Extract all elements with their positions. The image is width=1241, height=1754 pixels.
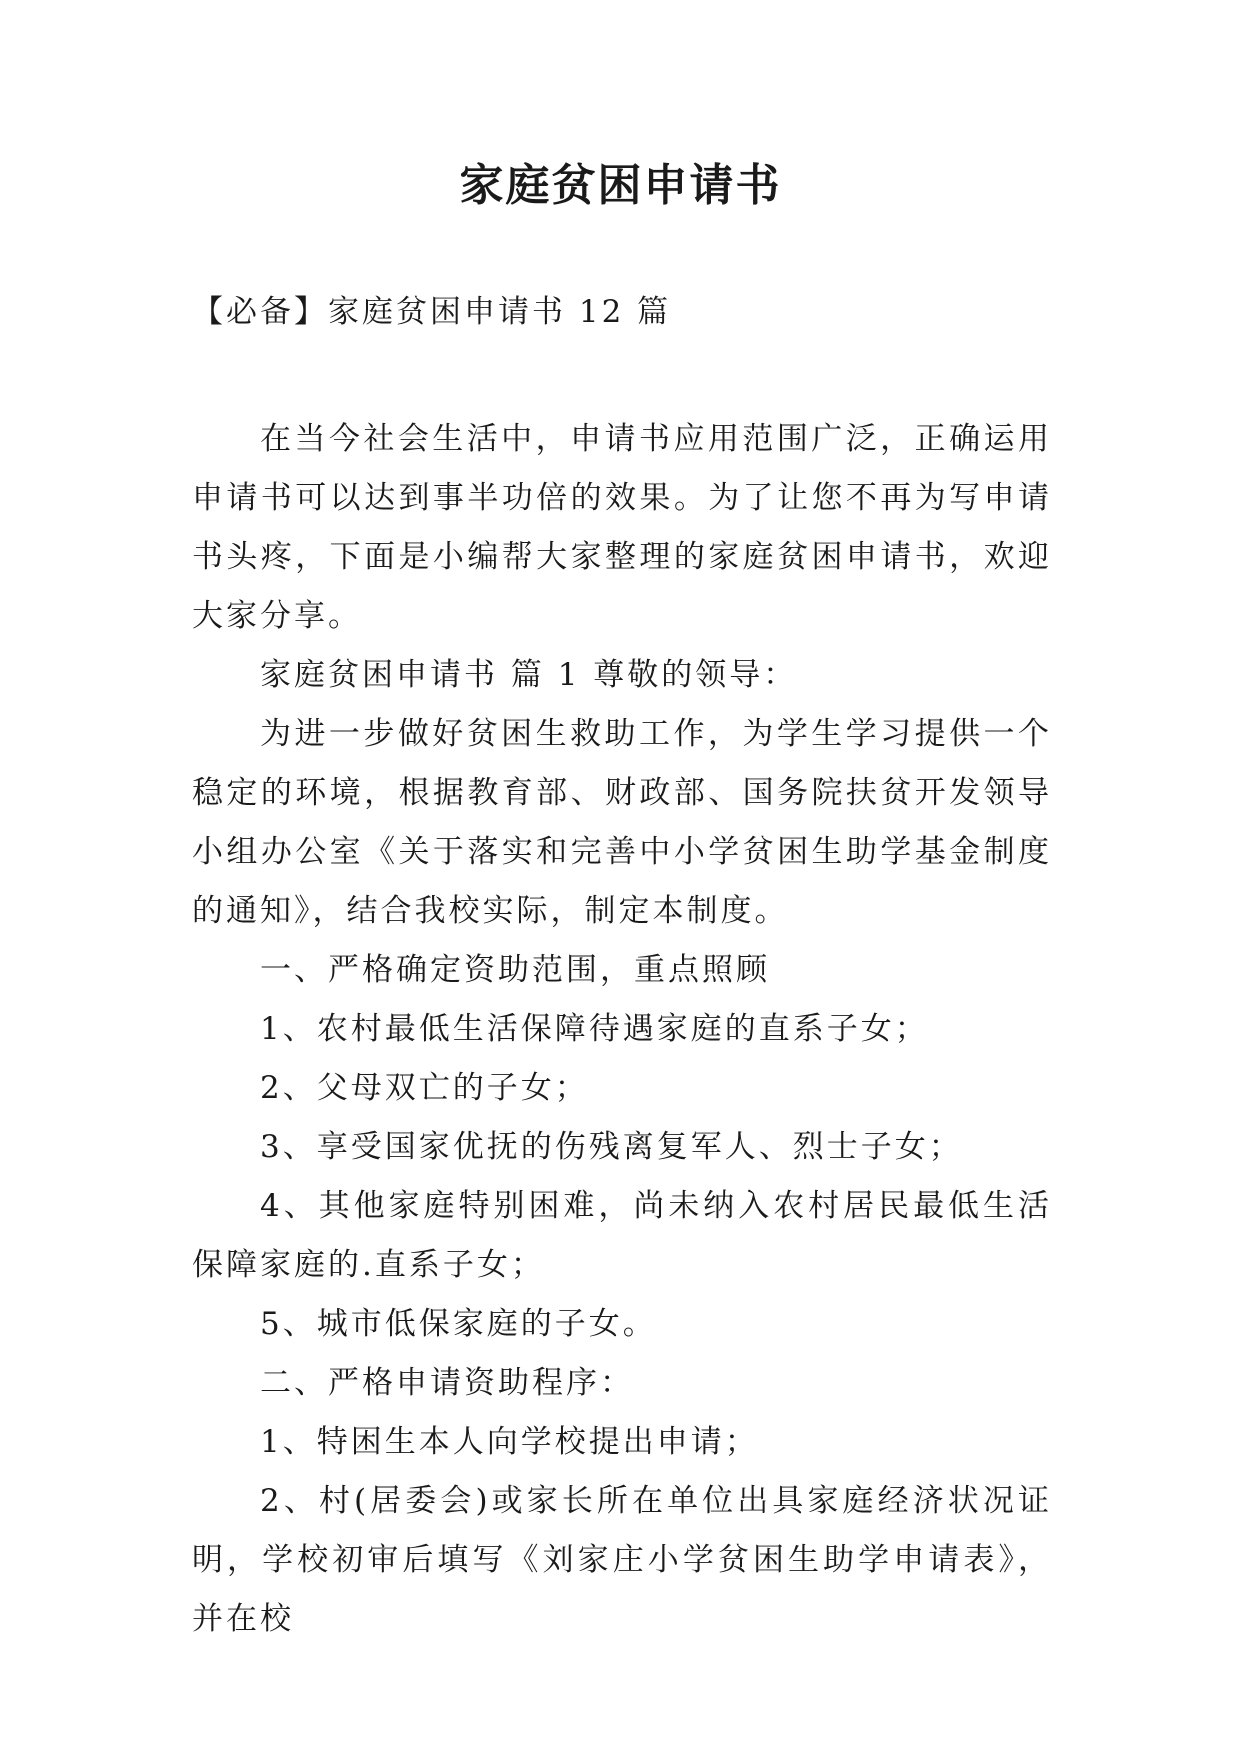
list-item: 1、农村最低生活保障待遇家庭的直系子女； bbox=[260, 1011, 929, 1047]
section-heading-procedure: 二、严格申请资助程序： bbox=[260, 1365, 634, 1401]
list-item: 5、城市低保家庭的子女。 bbox=[260, 1306, 657, 1342]
list-item: 1、特困生本人向学校提出申请； bbox=[260, 1424, 759, 1460]
paragraph-purpose: 为进一步做好贫困生救助工作，为学生学习提供一个稳定的环境，根据教育部、财政部、国务院扶贫开发领导小组办公室《关于落实和完善中小学贫困生助学基金制度的通知》，结合我校实际，制定本制度。 bbox=[192, 716, 1052, 929]
section-heading-scope: 一、严格确定资助范围，重点照顾 bbox=[260, 952, 770, 988]
document-body bbox=[192, 410, 1052, 1649]
list-item: 2、村(居委会)或家长所在单位出具家庭经济状况证明，学校初审后填写《刘家庄小学贫困生助学申请表》，并在校 bbox=[192, 1483, 1052, 1637]
document-title: 家庭贫困申请书 bbox=[459, 160, 782, 211]
list-item: 2、父母双亡的子女； bbox=[260, 1070, 589, 1106]
list-item: 3、享受国家优抚的伤残离复军人、烈士子女； bbox=[260, 1129, 963, 1165]
document-subtitle: 【必备】家庭贫困申请书 12 篇 bbox=[192, 294, 672, 330]
paragraph-intro: 在当今社会生活中，申请书应用范围广泛，正确运用申请书可以达到事半功倍的效果。为了让您不再为写申请书头疼，下面是小编帮大家整理的家庭贫困申请书，欢迎大家分享。 bbox=[192, 421, 1052, 634]
list-item: 4、其他家庭特别困难，尚未纳入农村居民最低生活保障家庭的.直系子女； bbox=[192, 1188, 1052, 1283]
paragraph-salutation: 家庭贫困申请书 篇 1 尊敬的领导： bbox=[260, 657, 798, 693]
